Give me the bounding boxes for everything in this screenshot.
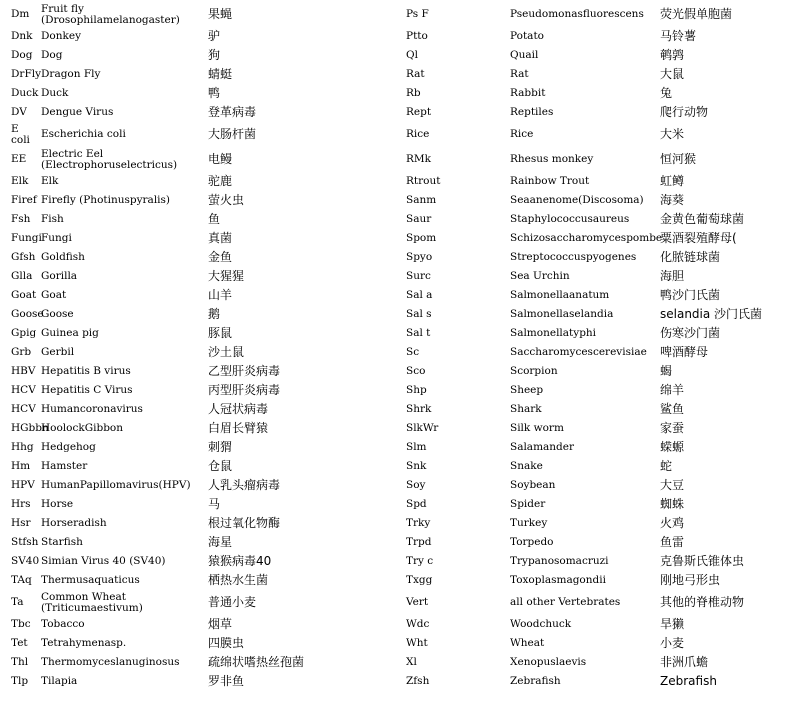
english-name-cell: Saccharomycescerevisiae [510, 346, 647, 358]
table-row [406, 381, 795, 400]
chinese-name-cell: 白眉长臂猿 [208, 421, 269, 435]
chinese-name-cell: 栖热水生菌 [208, 573, 269, 587]
english-name-cell: Dog [41, 49, 63, 61]
abbr-cell: SV40 [11, 555, 40, 567]
english-name-cell: Tilapia [41, 675, 78, 687]
table-row [11, 400, 411, 419]
abbr-cell: Goat [11, 289, 37, 301]
chinese-name-cell: Zebrafish [660, 674, 717, 688]
english-name-cell: Woodchuck [510, 618, 572, 630]
abbr-cell: Sanm [406, 194, 437, 206]
chinese-name-cell: 鱼 [208, 212, 221, 226]
english-name-cell: Tetrahymenasp. [41, 637, 127, 649]
abbr-cell: Grb [11, 346, 32, 358]
chinese-name-cell: 普通小麦 [208, 595, 257, 609]
table-row [11, 495, 411, 514]
english-name-cell: Tobacco [41, 618, 85, 630]
abbr-cell: Rtrout [406, 175, 441, 187]
abbr-cell: Snk [406, 460, 427, 472]
abbr-cell: Dm [11, 8, 30, 20]
abbr-cell: Txgg [406, 574, 433, 586]
table-row [406, 457, 795, 476]
english-name-cell: Horseradish [41, 517, 107, 529]
table-row [406, 324, 795, 343]
abbr-cell: Fsh [11, 213, 31, 225]
english-name-cell: Salamander [510, 441, 575, 453]
chinese-name-cell: 爬行动物 [660, 105, 709, 119]
table-row [406, 514, 795, 533]
english-name-cell: Guinea pig [41, 327, 99, 339]
abbr-cell: Shp [406, 384, 427, 396]
abbr-cell: Try c [406, 555, 434, 567]
abbr-cell: Saur [406, 213, 432, 225]
table-row [11, 324, 411, 343]
abbr-cell: HCV [11, 384, 36, 396]
chinese-name-cell: 兔 [660, 86, 673, 100]
english-name-cell: Rat [510, 68, 529, 80]
table-row [11, 65, 411, 84]
table-row [11, 103, 411, 122]
table-row [406, 533, 795, 552]
table-row [11, 615, 411, 634]
english-name-cell: Goose [41, 308, 74, 320]
table-row [11, 286, 411, 305]
chinese-name-cell: 刺猬 [208, 440, 233, 454]
table-row [406, 147, 795, 172]
chinese-name-cell: 家蚕 [660, 421, 685, 435]
chinese-name-cell: 马铃薯 [660, 29, 697, 43]
abbr-cell: SlkWr [406, 422, 439, 434]
abbr-cell: Ql [406, 49, 418, 61]
abbr-cell: Stfsh [11, 536, 39, 548]
abbr-cell: Spyo [406, 251, 433, 263]
table-row [11, 381, 411, 400]
english-name-cell: Rainbow Trout [510, 175, 590, 187]
table-row [11, 672, 411, 691]
english-name-cell: Gerbil [41, 346, 75, 358]
abbr-cell: Tlp [11, 675, 29, 687]
chinese-name-cell: 鸭 [208, 86, 221, 100]
english-name-cell: Electric Eel (Electrophoruselectricus) [41, 147, 178, 171]
chinese-name-cell: 狗 [208, 48, 221, 62]
table-row [406, 27, 795, 46]
right-table [406, 2, 795, 691]
table-row [406, 495, 795, 514]
abbr-cell: Rice [406, 128, 430, 140]
table-row [406, 248, 795, 267]
table-row [406, 103, 795, 122]
table-row [406, 84, 795, 103]
table-row [11, 552, 411, 571]
table-row [11, 122, 411, 147]
english-name-cell: Scorpion [510, 365, 558, 377]
abbr-cell: Thl [11, 656, 29, 668]
table-row [11, 362, 411, 381]
chinese-name-cell: 恒河猴 [660, 152, 697, 166]
english-name-cell: Sheep [510, 384, 544, 396]
abbr-cell: RMk [406, 153, 432, 165]
english-name-cell: Xenopuslaevis [510, 656, 587, 668]
chinese-name-cell: 疏绵状嗜热丝孢菌 [208, 655, 305, 669]
chinese-name-cell: 海胆 [660, 269, 685, 283]
chinese-name-cell: 小麦 [660, 636, 685, 650]
english-name-cell: Escherichia coli [41, 128, 126, 140]
abbr-cell: Sc [406, 346, 420, 358]
english-name-cell: Seaanenome(Discosoma) [510, 194, 644, 206]
abbr-cell: Slm [406, 441, 427, 453]
english-name-cell: Hedgehog [41, 441, 96, 453]
abbr-cell: Firef [11, 194, 37, 206]
chinese-name-cell: 鱼雷 [660, 535, 685, 549]
english-name-cell: Pseudomonasfluorescens [510, 8, 644, 20]
table-row [406, 2, 795, 27]
english-name-cell: Dengue Virus [41, 106, 114, 118]
abbr-cell: Ptto [406, 30, 428, 42]
chinese-name-cell: 鹌鹑 [660, 48, 685, 62]
english-name-cell: HoolockGibbon [41, 422, 123, 434]
chinese-name-cell: 登革病毒 [208, 105, 257, 119]
table-row [11, 457, 411, 476]
table-row [406, 122, 795, 147]
chinese-name-cell: 电鳗 [208, 152, 233, 166]
table-row [11, 27, 411, 46]
abbr-cell: Dnk [11, 30, 33, 42]
english-name-cell: Fungi [41, 232, 72, 244]
table-row [11, 634, 411, 653]
english-name-cell: Elk [41, 175, 59, 187]
chinese-name-cell: 豚鼠 [208, 326, 233, 340]
table-row [11, 514, 411, 533]
abbr-cell: EE [11, 153, 27, 165]
abbr-cell: Vert [406, 596, 429, 608]
table-row [406, 65, 795, 84]
english-name-cell: Rhesus monkey [510, 153, 594, 165]
abbr-cell: Duck [11, 87, 39, 99]
abbr-cell: Sal s [406, 308, 432, 320]
table-row [11, 229, 411, 248]
english-name-cell: Rabbit [510, 87, 546, 99]
abbr-cell: Spom [406, 232, 437, 244]
table-row [11, 84, 411, 103]
abbr-cell: Rat [406, 68, 425, 80]
chinese-name-cell: 粟酒裂殖酵母( [660, 231, 737, 245]
abbr-cell: Shrk [406, 403, 432, 415]
chinese-name-cell: 萤火虫 [208, 193, 245, 207]
abbr-cell: Elk [11, 175, 29, 187]
table-row [406, 672, 795, 691]
english-name-cell: Simian Virus 40 (SV40) [41, 555, 166, 567]
table-row [11, 210, 411, 229]
chinese-name-cell: 伤寒沙门菌 [660, 326, 721, 340]
abbr-cell: Trky [406, 517, 431, 529]
table-row [11, 2, 411, 27]
chinese-name-cell: 金黄色葡萄球菌 [660, 212, 745, 226]
english-name-cell: Schizosaccharomycespombe [510, 232, 663, 244]
chinese-name-cell: 根过氧化物酶 [208, 516, 281, 530]
abbr-cell: HGbbn [11, 422, 49, 434]
english-name-cell: Goat [41, 289, 67, 301]
abbr-cell: HPV [11, 479, 35, 491]
abbr-cell: Hsr [11, 517, 31, 529]
table-row [406, 653, 795, 672]
chinese-name-cell: 马 [208, 497, 221, 511]
chinese-name-cell: 人乳头瘤病毒 [208, 478, 281, 492]
table-row [406, 46, 795, 65]
abbr-cell: HCV [11, 403, 36, 415]
table-row [11, 191, 411, 210]
abbr-cell: Tbc [11, 618, 31, 630]
chinese-name-cell: 沙土鼠 [208, 345, 245, 359]
table-row [11, 267, 411, 286]
english-name-cell: Reptiles [510, 106, 554, 118]
chinese-name-cell: 山羊 [208, 288, 233, 302]
english-name-cell: Spider [510, 498, 546, 510]
chinese-name-cell: 乙型肝炎病毒 [208, 364, 281, 378]
table-row [11, 653, 411, 672]
english-name-cell: Wheat [510, 637, 545, 649]
chinese-name-cell: 大鼠 [660, 67, 685, 81]
table-row [406, 305, 795, 324]
chinese-name-cell: 虹鳟 [660, 174, 685, 188]
table-row [406, 362, 795, 381]
chinese-name-cell: 蜻蜓 [208, 67, 233, 81]
english-name-cell: Starfish [41, 536, 83, 548]
chinese-name-cell: 大豆 [660, 478, 685, 492]
abbr-cell: Fungi [11, 232, 42, 244]
abbr-cell: TAq [11, 574, 32, 586]
abbr-cell: Hm [11, 460, 31, 472]
abbr-cell: Trpd [406, 536, 432, 548]
english-name-cell: Thermomyceslanuginosus [41, 656, 180, 668]
english-name-cell: Fruit fly (Drosophilamelanogaster) [41, 2, 180, 26]
english-name-cell: Sea Urchin [510, 270, 570, 282]
abbr-cell: Tet [11, 637, 28, 649]
english-name-cell: Silk worm [510, 422, 564, 434]
chinese-name-cell: 蝾螈 [660, 440, 685, 454]
abbr-cell: DrFly [11, 68, 42, 80]
chinese-name-cell: 仓鼠 [208, 459, 233, 473]
english-name-cell: Humancoronavirus [41, 403, 143, 415]
chinese-name-cell: 蛇 [660, 459, 673, 473]
english-name-cell: Soybean [510, 479, 556, 491]
chinese-name-cell: 猿猴病毒40 [208, 554, 272, 568]
english-name-cell: Salmonellaselandia [510, 308, 614, 320]
chinese-name-cell: 罗非鱼 [208, 674, 245, 688]
english-name-cell: Donkey [41, 30, 82, 42]
chinese-name-cell: 啤酒酵母 [660, 345, 709, 359]
abbr-cell: Gpig [11, 327, 37, 339]
chinese-name-cell: selandia 沙门氏菌 [660, 307, 763, 321]
abbr-cell: Rb [406, 87, 421, 99]
english-name-cell: Gorilla [41, 270, 78, 282]
table-row [406, 172, 795, 191]
chinese-name-cell: 鹅 [208, 307, 221, 321]
english-name-cell: Firefly (Photinuspyralis) [41, 194, 171, 206]
abbr-cell: Sal t [406, 327, 431, 339]
english-name-cell: Streptococcuspyogenes [510, 251, 637, 263]
english-name-cell: Salmonellatyphi [510, 327, 597, 339]
abbr-cell: Rept [406, 106, 432, 118]
chinese-name-cell: 绵羊 [660, 383, 685, 397]
table-row [11, 590, 411, 615]
table-row [406, 419, 795, 438]
abbr-cell: Sco [406, 365, 426, 377]
table-row [406, 615, 795, 634]
table-row [406, 476, 795, 495]
chinese-name-cell: 刚地弓形虫 [660, 573, 721, 587]
english-name-cell: HumanPapillomavirus(HPV) [41, 479, 191, 491]
chinese-name-cell: 丙型肝炎病毒 [208, 383, 281, 397]
table-row [11, 305, 411, 324]
table-row [406, 267, 795, 286]
english-name-cell: all other Vertebrates [510, 596, 621, 608]
abbr-cell: Ps F [406, 8, 429, 20]
table-row [11, 533, 411, 552]
chinese-name-cell: 克鲁斯氏锥体虫 [660, 554, 745, 568]
left-table [11, 2, 411, 691]
chinese-name-cell: 蝎 [660, 364, 673, 378]
abbr-cell: Hrs [11, 498, 31, 510]
table-row [406, 571, 795, 590]
abbr-cell: HBV [11, 365, 36, 377]
chinese-name-cell: 人冠状病毒 [208, 402, 269, 416]
abbr-cell: Wht [406, 637, 428, 649]
abbr-cell: Gfsh [11, 251, 36, 263]
chinese-name-cell: 鸭沙门氏菌 [660, 288, 721, 302]
chinese-name-cell: 火鸡 [660, 516, 685, 530]
english-name-cell: Shark [510, 403, 542, 415]
english-name-cell: Hepatitis B virus [41, 365, 131, 377]
abbr-cell: Glla [11, 270, 33, 282]
chinese-name-cell: 四膜虫 [208, 636, 245, 650]
english-name-cell: Common Wheat (Triticumaestivum) [41, 590, 143, 614]
english-name-cell: Salmonellaanatum [510, 289, 610, 301]
abbr-cell: Zfsh [406, 675, 430, 687]
table-row [406, 400, 795, 419]
table-row [11, 419, 411, 438]
table-row [11, 571, 411, 590]
table-row [11, 248, 411, 267]
chinese-name-cell: 蜘蛛 [660, 497, 685, 511]
chinese-name-cell: 荧光假单胞菌 [660, 7, 733, 21]
abbr-cell: Dog [11, 49, 33, 61]
chinese-name-cell: 真菌 [208, 231, 233, 245]
table-row [11, 172, 411, 191]
english-name-cell: Staphylococcusaureus [510, 213, 630, 225]
abbr-cell: DV [11, 106, 27, 118]
table-row [406, 286, 795, 305]
english-name-cell: Quail [510, 49, 539, 61]
table-row [11, 476, 411, 495]
chinese-name-cell: 果蝇 [208, 7, 233, 21]
chinese-name-cell: 大猩猩 [208, 269, 245, 283]
chinese-name-cell: 鲨鱼 [660, 402, 685, 416]
table-row [11, 438, 411, 457]
table-row [11, 343, 411, 362]
english-name-cell: Hepatitis C Virus [41, 384, 133, 396]
chinese-name-cell: 化脓链球菌 [660, 250, 721, 264]
table-row [406, 191, 795, 210]
abbr-cell: Hhg [11, 441, 34, 453]
english-name-cell: Zebrafish [510, 675, 561, 687]
table-row [406, 210, 795, 229]
abbr-cell: Surc [406, 270, 431, 282]
table-row [406, 552, 795, 571]
english-name-cell: Dragon Fly [41, 68, 101, 80]
english-name-cell: Torpedo [510, 536, 554, 548]
english-name-cell: Hamster [41, 460, 88, 472]
abbr-cell: Xl [406, 656, 417, 668]
table-row [11, 147, 411, 172]
english-name-cell: Rice [510, 128, 534, 140]
chinese-name-cell: 驴 [208, 29, 221, 43]
table-row [406, 343, 795, 362]
chinese-name-cell: 烟草 [208, 617, 233, 631]
table-row [406, 229, 795, 248]
abbr-cell: E coli [11, 122, 30, 146]
chinese-name-cell: 驼鹿 [208, 174, 233, 188]
english-name-cell: Thermusaquaticus [41, 574, 140, 586]
chinese-name-cell: 海葵 [660, 193, 685, 207]
chinese-name-cell: 其他的脊椎动物 [660, 595, 745, 609]
chinese-name-cell: 旱獭 [660, 617, 685, 631]
table-row [406, 590, 795, 615]
table-row [406, 438, 795, 457]
abbr-cell: Wdc [406, 618, 430, 630]
english-name-cell: Horse [41, 498, 74, 510]
abbr-cell: Soy [406, 479, 426, 491]
abbr-cell: Ta [11, 596, 24, 608]
english-name-cell: Trypanosomacruzi [510, 555, 609, 567]
english-name-cell: Fish [41, 213, 64, 225]
english-name-cell: Potato [510, 30, 544, 42]
chinese-name-cell: 大肠杆菌 [208, 127, 257, 141]
english-name-cell: Goldfish [41, 251, 85, 263]
abbr-cell: Goose [11, 308, 44, 320]
chinese-name-cell: 金鱼 [208, 250, 233, 264]
chinese-name-cell: 海星 [208, 535, 233, 549]
english-name-cell: Turkey [510, 517, 548, 529]
english-name-cell: Snake [510, 460, 543, 472]
abbr-cell: Sal a [406, 289, 433, 301]
chinese-name-cell: 大米 [660, 127, 685, 141]
table-row [406, 634, 795, 653]
chinese-name-cell: 非洲爪蟾 [660, 655, 709, 669]
english-name-cell: Toxoplasmagondii [510, 574, 606, 586]
table-row [11, 46, 411, 65]
abbr-cell: Spd [406, 498, 427, 510]
english-name-cell: Duck [41, 87, 69, 99]
